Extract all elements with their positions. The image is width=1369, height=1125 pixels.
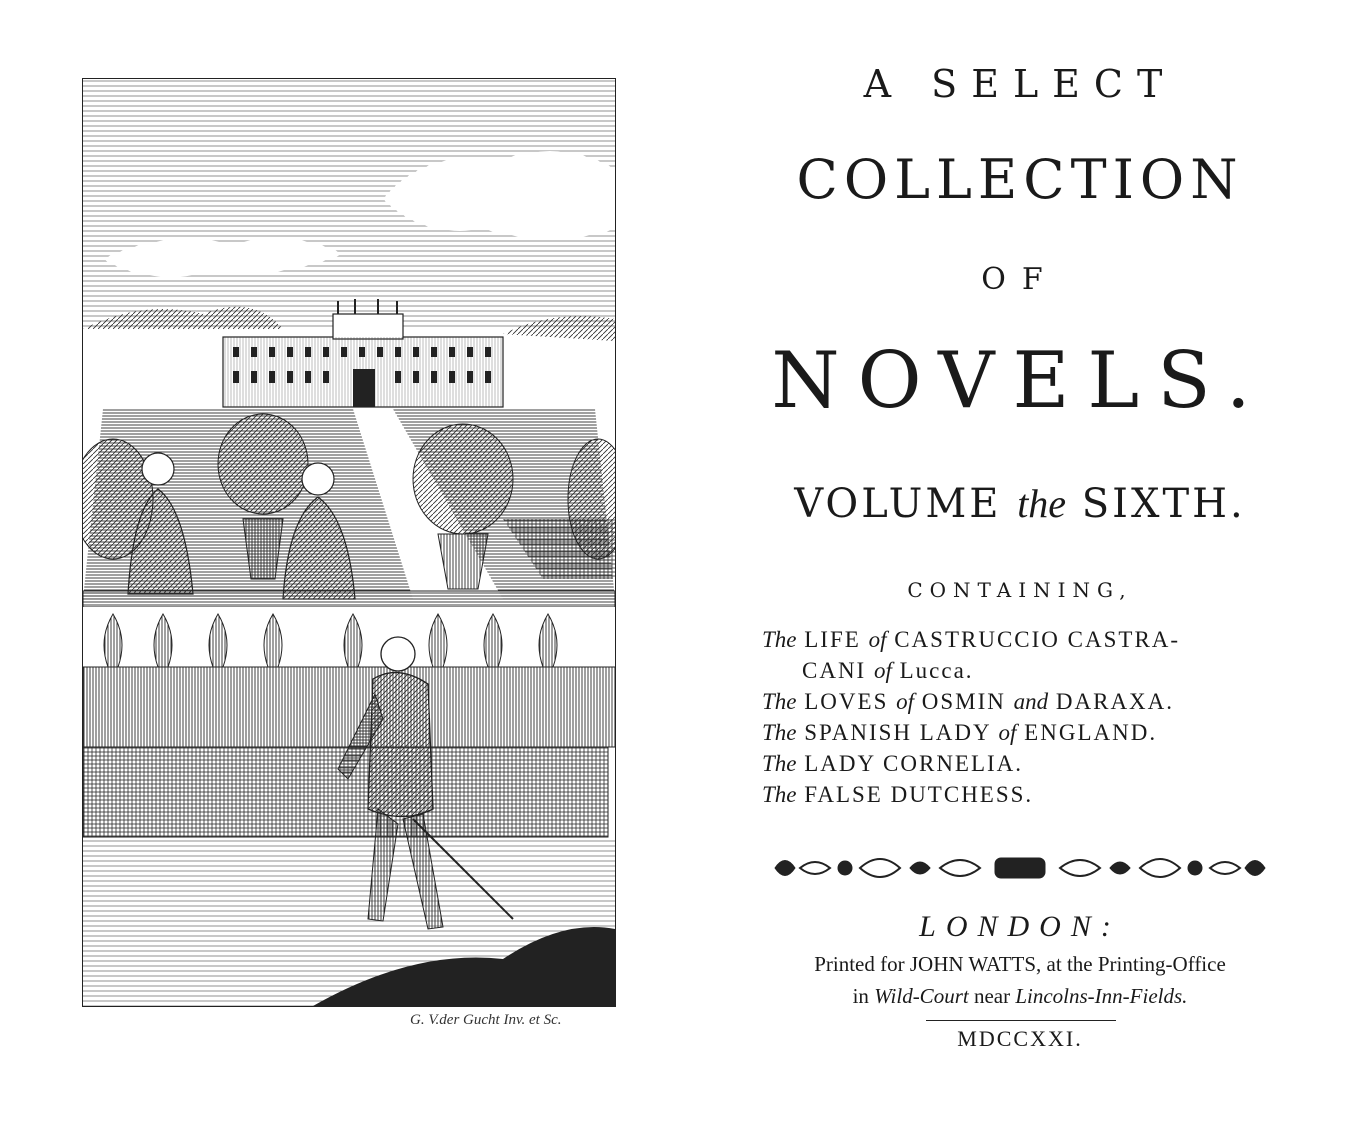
item-text: ENGLAND. [1016, 720, 1158, 745]
item-of: of [896, 689, 915, 714]
title-page [740, 0, 1300, 1125]
volume-pre: VOLUME [794, 481, 1018, 527]
contents-item-continued [762, 655, 1282, 686]
item-text: CASTRUCCIO CASTRA- [886, 627, 1181, 652]
item-text: Lucca. [891, 658, 974, 683]
article-the: The [762, 751, 797, 776]
article-the: The [762, 627, 797, 652]
imprint-text: in [852, 984, 875, 1008]
volume-the: the [1017, 481, 1067, 526]
imprint-line-1: Printed for JOHN WATTS, at the Printing-Office [814, 952, 1226, 976]
imprint-text: near [968, 984, 1016, 1008]
contents-item [762, 748, 1282, 779]
title-line-collection: COLLECTION [796, 148, 1244, 211]
imprint-city: LONDON: [919, 910, 1121, 943]
contents-item [762, 779, 1282, 810]
item-text: CANI [802, 658, 874, 683]
containing-heading: CONTAINING, [907, 578, 1133, 602]
article-the: The [762, 782, 797, 807]
imprint-line-2 [740, 984, 1300, 1009]
contents-item [762, 717, 1282, 748]
engraver-signature: G. V.der Gucht Inv. et Sc. [410, 1012, 562, 1028]
volume-line [740, 480, 1300, 527]
imprint-date: MDCCXXI. [957, 1026, 1083, 1051]
item-of: of [868, 627, 887, 652]
item-text: FALSE DUTCHESS. [796, 782, 1034, 807]
balustrade [83, 591, 615, 747]
item-text: LIFE [796, 627, 869, 652]
item-text: DARAXA. [1048, 689, 1175, 714]
item-text: LOVES [796, 689, 897, 714]
title-line-a-select: A SELECT [863, 62, 1177, 106]
contents-item [762, 686, 1282, 717]
imprint-place: Wild-Court [874, 984, 969, 1008]
item-text: OSMIN [914, 689, 1014, 714]
item-text: LADY CORNELIA. [796, 751, 1024, 776]
printer-ornament [770, 848, 1270, 888]
title-line-of: OF [981, 262, 1059, 297]
frontispiece-engraving [82, 78, 616, 1007]
imprint-rule [926, 1020, 1116, 1021]
item-of: of [998, 720, 1017, 745]
article-the: The [762, 689, 797, 714]
volume-post: SIXTH. [1066, 481, 1246, 527]
item-text: SPANISH LADY [796, 720, 999, 745]
item-of: of [873, 658, 892, 683]
contents-list [762, 624, 1282, 810]
article-the: The [762, 720, 797, 745]
imprint-place: Lincolns-Inn-Fields. [1015, 984, 1188, 1008]
title-line-novels: NOVELS. [771, 336, 1269, 426]
item-and: and [1013, 689, 1049, 714]
contents-item [762, 624, 1282, 655]
